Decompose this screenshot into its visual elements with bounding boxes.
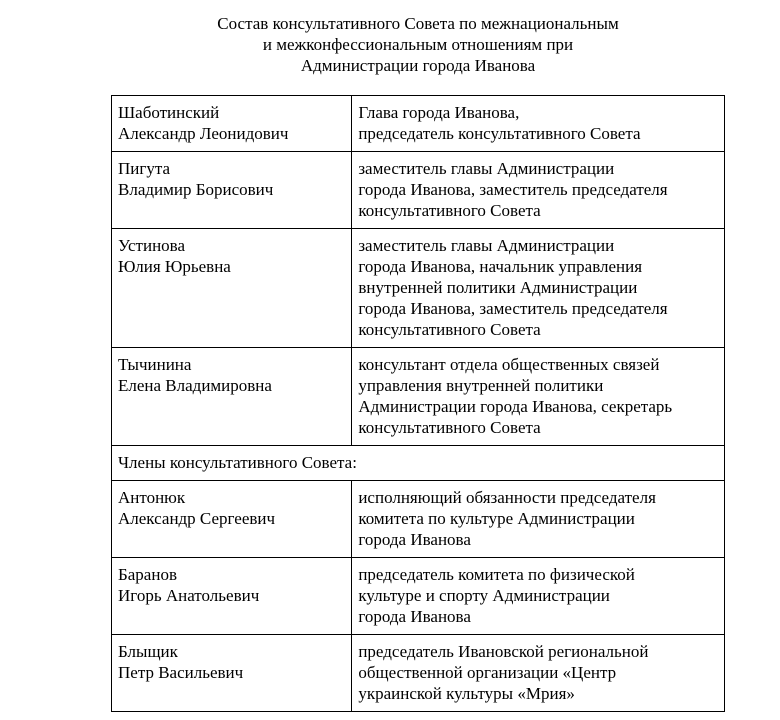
- member-role-cell: [352, 152, 725, 229]
- role-line: города Иванова, заместитель председателя: [358, 299, 668, 318]
- member-name-cell: [112, 152, 352, 229]
- role-line: консультативного Совета: [358, 418, 541, 437]
- role-line: культуре и спорту Администрации: [358, 586, 610, 605]
- member-name-cell: [112, 558, 352, 635]
- role-line: консультативного Совета: [358, 320, 541, 339]
- member-given-names: Игорь Анатольевич: [118, 586, 260, 605]
- role-line: управления внутренней политики: [358, 376, 604, 395]
- council-roster-table: [111, 95, 725, 712]
- table-row: [112, 446, 725, 481]
- table-row: [112, 558, 725, 635]
- member-role-cell: [352, 481, 725, 558]
- role-line: Глава города Иванова,: [358, 103, 520, 122]
- member-surname: Шаботинский: [118, 103, 220, 122]
- member-surname: Баранов: [118, 565, 177, 584]
- title-line: и межконфессиональным отношениям при: [262, 35, 574, 54]
- member-name-cell: [112, 481, 352, 558]
- table-row: [112, 481, 725, 558]
- member-role-cell: [352, 348, 725, 446]
- member-name-cell: [112, 635, 352, 712]
- role-line: комитета по культуре Администрации: [358, 509, 635, 528]
- member-name-cell: [112, 96, 352, 152]
- role-line: заместитель главы Администрации: [358, 159, 615, 178]
- table-row: [112, 635, 725, 712]
- role-line: украинской культуры «Мрия»: [358, 684, 575, 703]
- member-surname: Тычинина: [118, 355, 192, 374]
- member-surname: Антонюк: [118, 488, 186, 507]
- member-surname: Устинова: [118, 236, 186, 255]
- member-given-names: Юлия Юрьевна: [118, 257, 231, 276]
- member-name-cell: [112, 229, 352, 348]
- member-surname: Пигута: [118, 159, 171, 178]
- role-line: консультант отдела общественных связей: [358, 355, 660, 374]
- member-given-names: Александр Леонидович: [118, 124, 289, 143]
- member-given-names: Петр Васильевич: [118, 663, 244, 682]
- role-line: исполняющий обязанности председателя: [358, 488, 656, 507]
- members-section-heading: Члены консультативного Совета:: [112, 446, 725, 481]
- member-surname: Блыщик: [118, 642, 178, 661]
- role-line: города Иванова, заместитель председателя: [358, 180, 668, 199]
- member-name-cell: [112, 348, 352, 446]
- table-row: [112, 96, 725, 152]
- role-line: общественной организации «Центр: [358, 663, 617, 682]
- role-line: председатель консультативного Совета: [358, 124, 641, 143]
- member-role-cell: [352, 558, 725, 635]
- document-title: [0, 13, 780, 76]
- role-line: внутренней политики Администрации: [358, 278, 638, 297]
- role-line: города Иванова: [358, 607, 471, 626]
- table-row: [112, 152, 725, 229]
- member-role-cell: [352, 635, 725, 712]
- member-given-names: Александр Сергеевич: [118, 509, 276, 528]
- table-row: [112, 229, 725, 348]
- role-line: заместитель главы Администрации: [358, 236, 615, 255]
- role-line: председатель Ивановской региональной: [358, 642, 649, 661]
- role-line: консультативного Совета: [358, 201, 541, 220]
- member-role-cell: [352, 96, 725, 152]
- role-line: города Иванова, начальник управления: [358, 257, 643, 276]
- member-role-cell: [352, 229, 725, 348]
- member-given-names: Елена Владимировна: [118, 376, 272, 395]
- role-line: Администрации города Иванова, секретарь: [358, 397, 673, 416]
- role-line: города Иванова: [358, 530, 471, 549]
- table-row: [112, 348, 725, 446]
- title-line: Состав консультативного Совета по межнациональным: [217, 14, 619, 33]
- title-line: Администрации города Иванова: [300, 56, 536, 75]
- role-line: председатель комитета по физической: [358, 565, 635, 584]
- member-given-names: Владимир Борисович: [118, 180, 274, 199]
